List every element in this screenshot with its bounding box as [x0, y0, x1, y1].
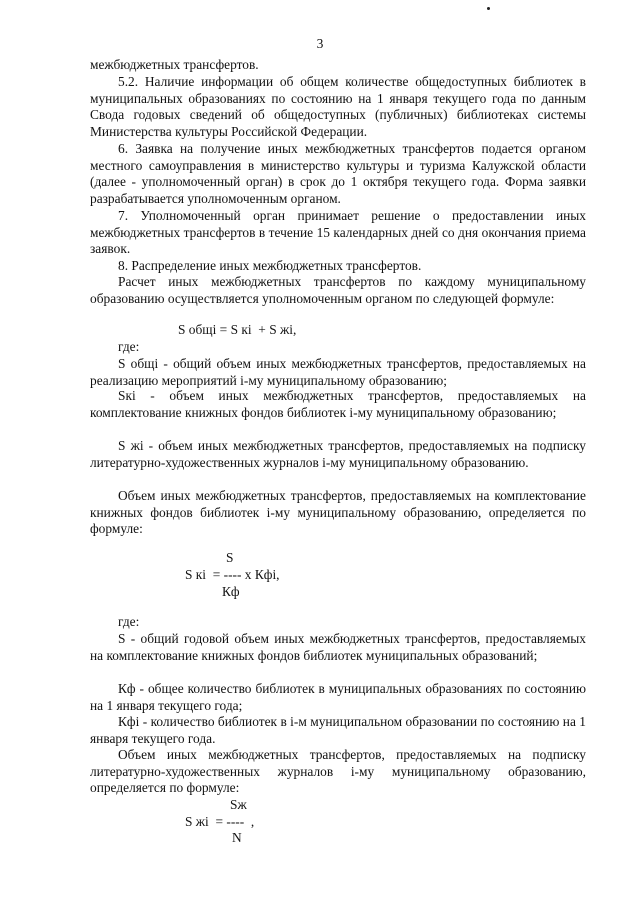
- page-number: 3: [316, 36, 324, 51]
- scan-speck: [487, 7, 490, 10]
- definition-s-books: Sкі - объем иных межбюджетных трансфертов, предоставляемых на комплектование книжных фондов библиотек і-му муниципальному образованию;: [90, 388, 586, 420]
- paragraph-books-volume: Объем иных межбюджетных трансфертов, предоставляемых на комплектование книжных фондов библиотек i-му муниципальному образованию, определяется по формуле:: [90, 488, 586, 536]
- formula-books: S кі = ---- х Кфі,: [185, 567, 280, 582]
- formula-books-denominator: Кф: [222, 584, 240, 599]
- paragraph-journals-volume: Объем иных межбюджетных трансфертов, предоставляемых на подписку литературно-художественных журналов і-му муниципальному образованию, определяется по формуле:: [90, 747, 586, 795]
- formula-books-numerator: S: [226, 550, 234, 565]
- where-label: где:: [118, 339, 140, 354]
- formula-journals-numerator: Sж: [230, 797, 247, 812]
- formula-journals-denominator: N: [232, 830, 242, 845]
- definition-kf: Кф - общее количество библиотек в муниципальных образованиях по состоянию на 1 января текущего года;: [90, 681, 586, 713]
- formula-total: S общі = S кі + S жі,: [178, 322, 297, 337]
- paragraph-continuation: межбюджетных трансфертов.: [90, 57, 259, 72]
- definition-kfi: Кфі - количество библиотек в і-м муниципальном образовании по состоянию на 1 января текущего года.: [90, 714, 586, 746]
- paragraph-5-2: 5.2. Наличие информации об общем количестве общедоступных библиотек в муниципальных образованиях по состоянию на 1 января текущего года по данным Свода годовых сведений об общедоступных (публичных) библиотеках системы Министерства культуры Российской Федерации.: [90, 74, 586, 139]
- paragraph-6: 6. Заявка на получение иных межбюджетных трансфертов подается органом местного самоуправления в министерство культуры и туризма Калужской области (далее - уполномоченный орган) в срок до 1 октября текущего года. Форма заявки разрабатывается уполномоченным органом.: [90, 141, 586, 206]
- paragraph-calculation: Расчет иных межбюджетных трансфертов по каждому муниципальному образованию осуществляется уполномоченным органом по следующей формуле:: [90, 274, 586, 306]
- definition-s-total: S общі - общий объем иных межбюджетных трансфертов, предоставляемых на реализацию мероприятий i-му муниципальному образованию;: [90, 356, 586, 388]
- paragraph-8: 8. Распределение иных межбюджетных трансфертов.: [118, 258, 422, 273]
- definition-s-annual: S - общий годовой объем иных межбюджетных трансфертов, предоставляемых на комплектование книжных фондов библиотек муниципальных образований;: [90, 631, 586, 663]
- where-label-2: где:: [118, 614, 140, 629]
- formula-journals: S жі = ---- ,: [185, 814, 255, 829]
- paragraph-7: 7. Уполномоченный орган принимает решение о предоставлении иных межбюджетных трансфертов в течение 15 календарных дней со дня окончания приема заявок.: [90, 208, 586, 256]
- definition-s-journals: S жі - объем иных межбюджетных трансфертов, предоставляемых на подписку литературно-художественных журналов і-му муниципальному образованию.: [90, 438, 586, 470]
